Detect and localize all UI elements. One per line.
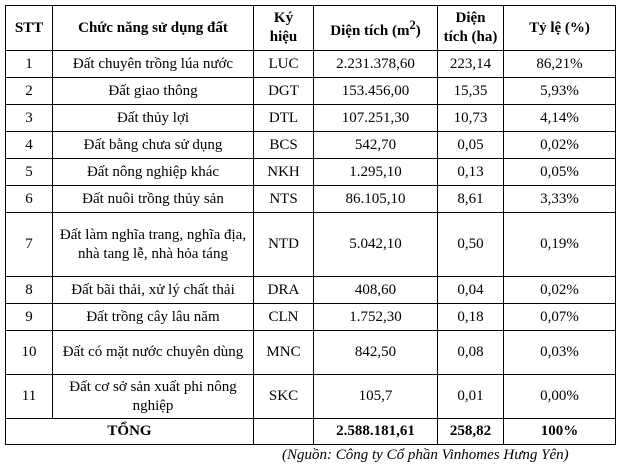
cell-pct: 0,00% <box>504 375 616 419</box>
cell-m2: 1.295,10 <box>314 159 438 186</box>
total-row <box>6 419 616 445</box>
source-caption: (Nguồn: Công ty Cổ phần Vinhomes Hưng Yên) <box>282 447 569 463</box>
cell-m2: 5.042,10 <box>314 213 438 277</box>
cell-m2: 86.105,10 <box>314 186 438 213</box>
total-pct: 100% <box>504 419 616 445</box>
cell-pct: 0,03% <box>504 331 616 375</box>
cell-code: NTD <box>254 213 314 277</box>
cell-code: DGT <box>254 78 314 105</box>
table-row <box>6 331 616 375</box>
table-row <box>6 304 616 331</box>
cell-name: Đất có mặt nước chuyên dùng <box>53 331 254 375</box>
header-stt: STT <box>6 6 53 51</box>
cell-pct: 0,02% <box>504 277 616 304</box>
total-code <box>254 419 314 445</box>
cell-pct: 5,93% <box>504 78 616 105</box>
header-ratio: Tỷ lệ (%) <box>504 6 616 51</box>
cell-m2: 105,7 <box>314 375 438 419</box>
total-ha: 258,82 <box>438 419 504 445</box>
cell-stt: 10 <box>6 331 53 375</box>
total-m2: 2.588.181,61 <box>314 419 438 445</box>
cell-code: SKC <box>254 375 314 419</box>
cell-stt: 4 <box>6 132 53 159</box>
cell-stt: 5 <box>6 159 53 186</box>
cell-m2: 1.752,30 <box>314 304 438 331</box>
cell-stt: 8 <box>6 277 53 304</box>
cell-ha: 15,35 <box>438 78 504 105</box>
cell-ha: 0,04 <box>438 277 504 304</box>
cell-code: NTS <box>254 186 314 213</box>
cell-name: Đất nuôi trồng thủy sản <box>53 186 254 213</box>
cell-pct: 0,05% <box>504 159 616 186</box>
total-label: TỔNG <box>6 419 254 445</box>
cell-name: Đất bằng chưa sử dụng <box>53 132 254 159</box>
cell-code: BCS <box>254 132 314 159</box>
table-row <box>6 213 616 277</box>
cell-name: Đất trồng cây lâu năm <box>53 304 254 331</box>
header-area-ha: Diện tích (ha) <box>438 6 504 51</box>
cell-code: DTL <box>254 105 314 132</box>
cell-name: Đất cơ sở sản xuất phi nông nghiệp <box>53 375 254 419</box>
cell-pct: 4,14% <box>504 105 616 132</box>
table-row <box>6 277 616 304</box>
table-row <box>6 51 616 78</box>
cell-pct: 3,33% <box>504 186 616 213</box>
cell-stt: 9 <box>6 304 53 331</box>
cell-pct: 86,21% <box>504 51 616 78</box>
cell-pct: 0,02% <box>504 132 616 159</box>
cell-code: MNC <box>254 331 314 375</box>
header-code: Ký hiệu <box>254 6 314 51</box>
cell-m2: 842,50 <box>314 331 438 375</box>
table-row <box>6 159 616 186</box>
cell-name: Đất giao thông <box>53 78 254 105</box>
header-function: Chức năng sử dụng đất <box>53 6 254 51</box>
cell-ha: 223,14 <box>438 51 504 78</box>
cell-code: DRA <box>254 277 314 304</box>
cell-stt: 11 <box>6 375 53 419</box>
land-use-table <box>5 5 616 445</box>
table-row <box>6 105 616 132</box>
cell-name: Đất chuyên trồng lúa nước <box>53 51 254 78</box>
table-row <box>6 375 616 419</box>
cell-ha: 10,73 <box>438 105 504 132</box>
cell-name: Đất thủy lợi <box>53 105 254 132</box>
cell-ha: 8,61 <box>438 186 504 213</box>
cell-stt: 3 <box>6 105 53 132</box>
cell-ha: 0,18 <box>438 304 504 331</box>
table-row <box>6 132 616 159</box>
cell-name: Đất nông nghiệp khác <box>53 159 254 186</box>
cell-pct: 0,19% <box>504 213 616 277</box>
cell-code: LUC <box>254 51 314 78</box>
cell-m2: 107.251,30 <box>314 105 438 132</box>
cell-stt: 7 <box>6 213 53 277</box>
cell-code: CLN <box>254 304 314 331</box>
cell-name: Đất làm nghĩa trang, nghĩa địa, nhà tang lễ, nhà hỏa táng <box>53 213 254 277</box>
cell-ha: 0,05 <box>438 132 504 159</box>
cell-name: Đất bãi thải, xử lý chất thải <box>53 277 254 304</box>
cell-m2: 2.231.378,60 <box>314 51 438 78</box>
cell-ha: 0,50 <box>438 213 504 277</box>
header-row <box>6 6 616 51</box>
table-row <box>6 186 616 213</box>
cell-m2: 408,60 <box>314 277 438 304</box>
cell-stt: 2 <box>6 78 53 105</box>
cell-ha: 0,08 <box>438 331 504 375</box>
cell-stt: 6 <box>6 186 53 213</box>
cell-pct: 0,07% <box>504 304 616 331</box>
cell-m2: 542,70 <box>314 132 438 159</box>
table-row <box>6 78 616 105</box>
cell-m2: 153.456,00 <box>314 78 438 105</box>
cell-ha: 0,13 <box>438 159 504 186</box>
cell-stt: 1 <box>6 51 53 78</box>
cell-code: NKH <box>254 159 314 186</box>
cell-ha: 0,01 <box>438 375 504 419</box>
header-area-m2: Diện tích $(m^2)$ <box>314 6 438 51</box>
